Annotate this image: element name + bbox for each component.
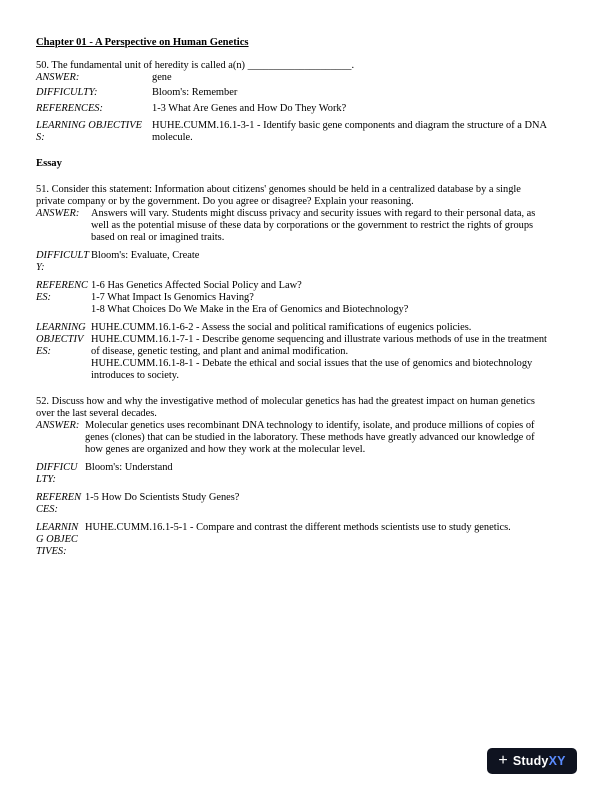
q52-references-label-1: REFEREN	[36, 492, 82, 503]
q51-lo-3b: introduces to society.	[91, 370, 179, 381]
q50-references: 1-3 What Are Genes and How Do They Work?	[152, 103, 347, 114]
q51-answer-label: ANSWER:	[36, 208, 80, 219]
question-50: 50. The fundamental unit of heredity is called a(n) ____________________.	[36, 60, 355, 71]
q50-answer-label: ANSWER:	[36, 72, 80, 83]
q52-lo: HUHE.CUMM.16.1-5-1 - Compare and contrast the different methods scientists use to study genetics.	[85, 522, 511, 533]
question-52-line-1: 52. Discuss how and why the investigative method of molecular genetics has had the greatest impact on human genetics	[36, 396, 535, 407]
q51-lo-label-3: ES:	[36, 346, 52, 357]
q50-difficulty: Bloom's: Remember	[152, 87, 238, 98]
q51-lo-3a: HUHE.CUMM.16.1-8-1 - Debate the ethical and social issues that the use of genomics and biotechnology	[91, 358, 533, 369]
q51-references-label-1: REFERENC	[36, 280, 88, 291]
studyxy-logo[interactable]	[487, 748, 577, 774]
q50-lo-2: molecule.	[152, 132, 193, 143]
question-51-line-1: 51. Consider this statement: Information about citizens' genomes should be held in a centralized database by a single	[36, 184, 521, 195]
q50-lo-1: HUHE.CUMM.16.1-3-1 - Identify basic gene components and diagram the structure of a DNA	[152, 120, 548, 131]
q52-answer-label: ANSWER:	[36, 420, 80, 431]
question-51-line-2: private company or by the government. Do you agree or disagree? Explain your reasoning.	[36, 196, 414, 207]
plus-icon: +	[498, 752, 508, 769]
q52-difficulty-label-2: LTY:	[36, 474, 56, 485]
question-52-line-2: over the last several decades.	[36, 408, 157, 419]
q50-references-label: REFERENCES:	[36, 103, 103, 114]
q52-references: 1-5 How Do Scientists Study Genes?	[85, 492, 240, 503]
chapter-title: Chapter 01 - A Perspective on Human Genetics	[36, 37, 249, 48]
q51-answer-1: Answers will vary. Students might discuss privacy and security issues with regard to their personal data, as	[91, 208, 536, 219]
q51-reference-1: 1-6 Has Genetics Affected Social Policy and Law?	[91, 280, 302, 291]
q52-difficulty-label-1: DIFFICU	[36, 462, 78, 473]
q51-difficulty-label-2: Y:	[36, 262, 45, 273]
q52-lo-label-2: G OBJEC	[36, 534, 78, 545]
q51-lo-2a: HUHE.CUMM.16.1-7-1 - Describe genome sequencing and illustrate various methods of use in the treatment	[91, 334, 547, 345]
q52-lo-label-1: LEARNIN	[36, 522, 79, 533]
q51-difficulty: Bloom's: Evaluate, Create	[91, 250, 200, 261]
q52-answer-3: how genes are organized and how they work at the molecular level.	[85, 444, 366, 455]
q50-difficulty-label: DIFFICULTY:	[36, 87, 98, 98]
q50-lo-label-2: S:	[36, 132, 45, 143]
logo-text-study: Study	[512, 753, 549, 768]
q51-answer-2: well as the potential misuse of these data by corporations or the government to restrict the rights of groups	[91, 220, 534, 231]
q51-references-label-2: ES:	[36, 292, 52, 303]
q51-lo-1: HUHE.CUMM.16.1-6-2 - Assess the social and political ramifications of eugenics policies.	[91, 322, 472, 333]
q52-references-label-2: CES:	[36, 504, 58, 515]
q52-difficulty: Bloom's: Understand	[85, 462, 173, 473]
q50-answer: gene	[152, 72, 172, 83]
q52-lo-label-3: TIVES:	[36, 546, 67, 557]
q51-lo-label-2: OBJECTIV	[36, 334, 84, 345]
logo-text-xy: XY	[548, 753, 566, 768]
q52-answer-2: genes (clones) that can be studied in the laboratory. These methods have greatly advanced our knowledge of	[85, 432, 535, 443]
section-heading-essay: Essay	[36, 158, 62, 169]
q51-reference-2: 1-7 What Impact Is Genomics Having?	[91, 292, 254, 303]
q50-lo-label-1: LEARNING OBJECTIVE	[36, 120, 142, 131]
q51-reference-3: 1-8 What Choices Do We Make in the Era of Genomics and Biotechnology?	[91, 304, 409, 315]
q51-answer-3: based on real or imagined traits.	[91, 232, 225, 243]
q51-lo-label-1: LEARNING	[36, 322, 86, 333]
q51-difficulty-label-1: DIFFICULT	[36, 250, 89, 261]
q51-lo-2b: of disease, genetic testing, and plant and animal modification.	[91, 346, 349, 357]
q52-answer-1: Molecular genetics uses recombinant DNA technology to identify, isolate, and produce millions of copies of	[85, 420, 535, 431]
